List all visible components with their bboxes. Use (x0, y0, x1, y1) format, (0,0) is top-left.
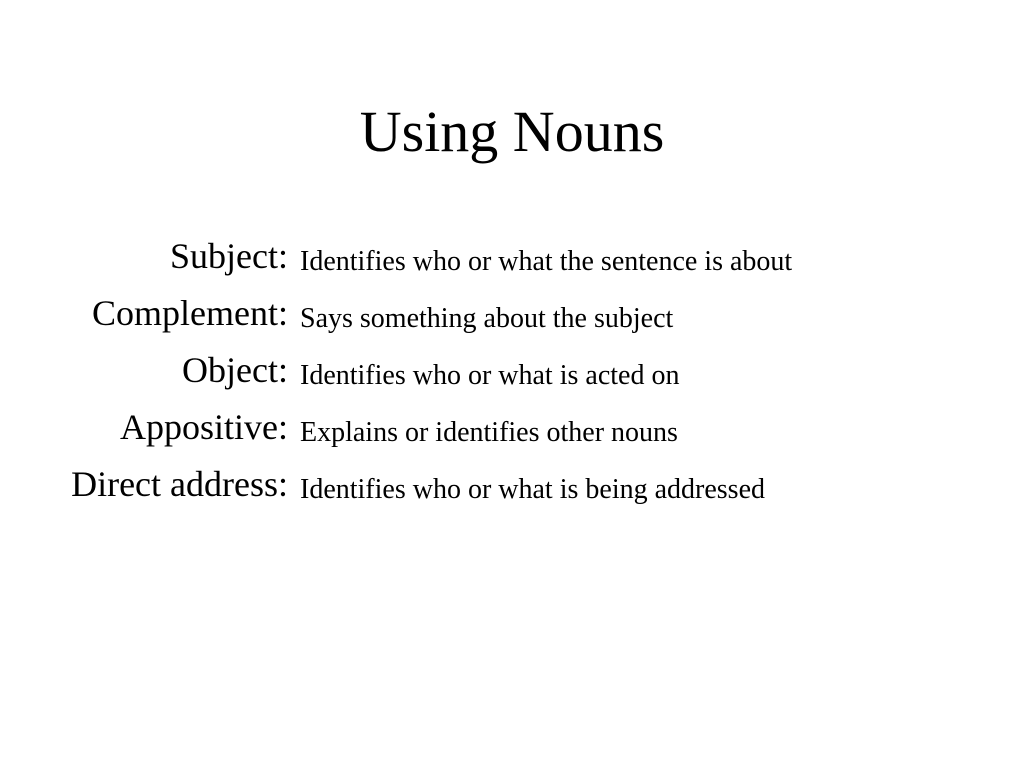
definition-term: Subject: (170, 236, 288, 276)
definition-description: Identifies who or what is being addressed (300, 474, 765, 505)
slide-title: Using Nouns (359, 99, 665, 164)
definition-row-subject (0, 228, 1024, 285)
definition-row-complement (0, 285, 1024, 342)
definition-description: Identifies who or what is acted on (300, 360, 680, 391)
definition-term: Object: (182, 350, 288, 390)
definition-term: Appositive: (120, 407, 288, 447)
definition-description: Says something about the subject (300, 303, 674, 334)
definition-list (0, 228, 1024, 513)
definition-description: Explains or identifies other nouns (300, 417, 678, 448)
definition-term: Complement: (92, 293, 288, 333)
definition-row-direct-address (0, 456, 1024, 513)
definition-row-object (0, 342, 1024, 399)
definition-description: Identifies who or what the sentence is about (300, 246, 793, 277)
definition-row-appositive (0, 399, 1024, 456)
definition-term: Direct address: (71, 464, 288, 504)
